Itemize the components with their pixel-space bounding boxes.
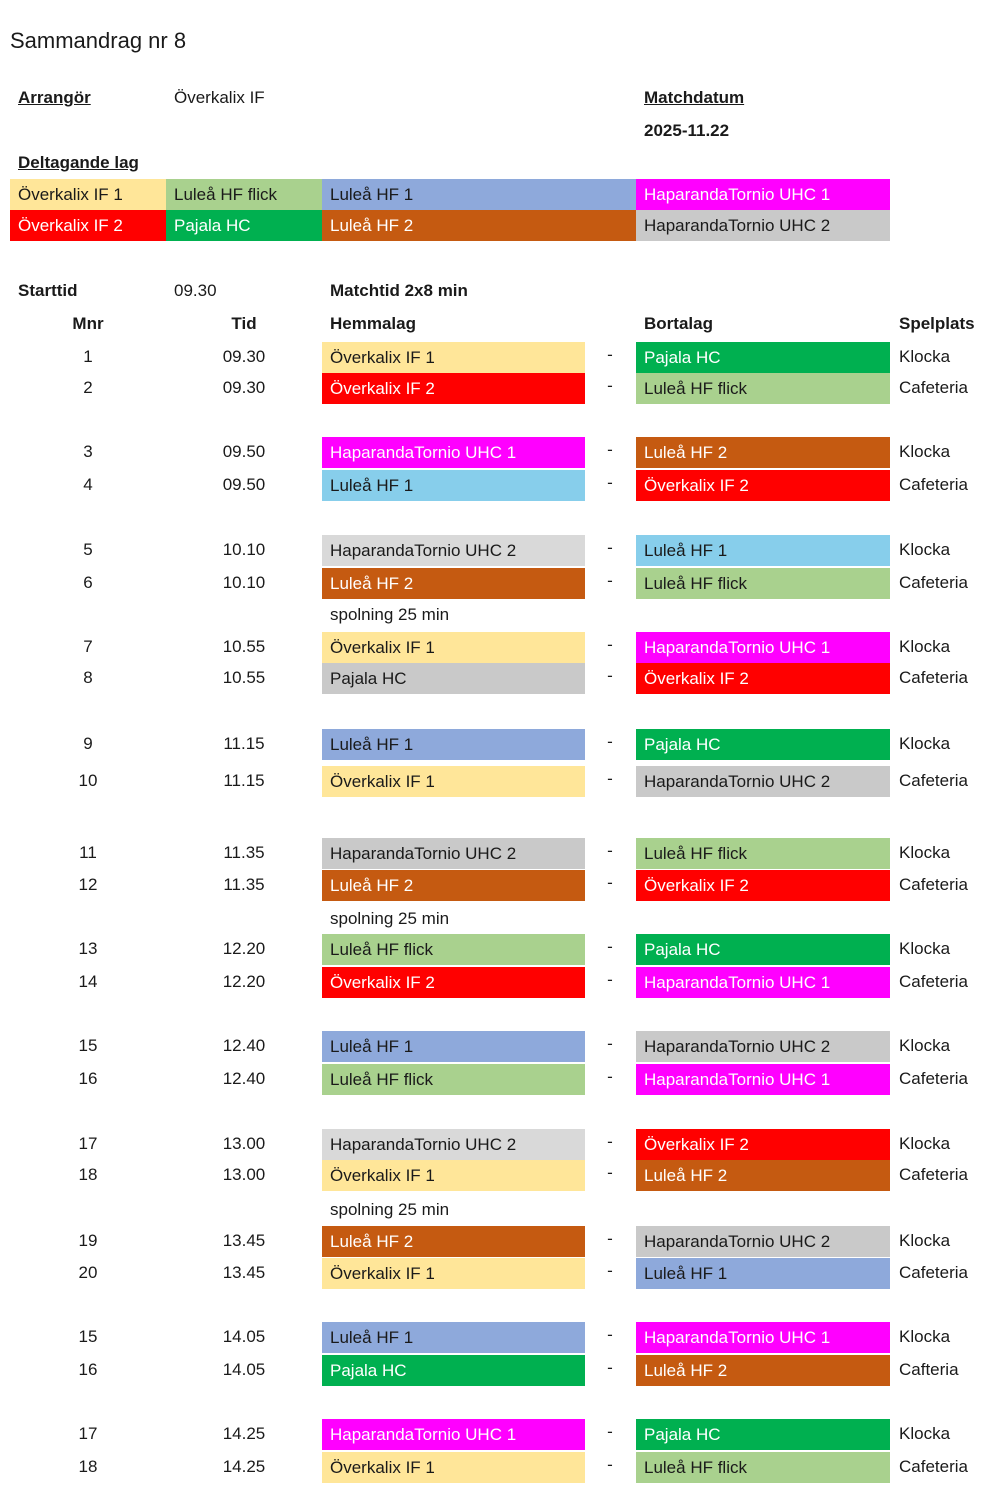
- home-team: Luleå HF flick: [322, 1064, 585, 1095]
- match-number: 14: [78, 972, 98, 991]
- col-header-hemmalag: Hemmalag: [330, 314, 416, 333]
- venue: Klocka: [899, 1134, 951, 1153]
- match-time: 13.00: [222, 1165, 266, 1184]
- match-number: 15: [78, 1036, 98, 1055]
- venue: Klocka: [899, 843, 951, 862]
- away-team: Luleå HF flick: [636, 373, 890, 404]
- match-number: 11: [79, 843, 97, 862]
- venue: Klocka: [899, 1327, 951, 1346]
- away-team: HaparandaTornio UHC 1: [636, 1322, 890, 1353]
- match-time: 14.05: [222, 1327, 266, 1346]
- match-time: 10.55: [222, 668, 266, 687]
- home-team: Luleå HF 1: [322, 470, 585, 501]
- venue: Cafeteria: [899, 771, 968, 790]
- away-team: Luleå HF flick: [636, 838, 890, 869]
- venue: Cafteria: [899, 1360, 959, 1379]
- venue: Klocka: [899, 1424, 951, 1443]
- match-number: 8: [83, 668, 93, 687]
- col-header-spelplats: Spelplats: [899, 314, 975, 333]
- versus-dash: -: [607, 1132, 613, 1151]
- team-cell: Överkalix IF 1: [10, 179, 166, 210]
- versus-dash: -: [607, 970, 613, 989]
- away-team: Överkalix IF 2: [636, 1129, 890, 1160]
- break-note: spolning 25 min: [330, 1200, 450, 1219]
- versus-dash: -: [607, 1455, 613, 1474]
- match-number: 16: [78, 1360, 98, 1379]
- arrangor-label: Arrangör: [18, 88, 91, 107]
- versus-dash: -: [607, 1163, 613, 1182]
- versus-dash: -: [607, 1229, 613, 1248]
- away-team: Luleå HF 2: [636, 437, 890, 468]
- page-title: Sammandrag nr 8: [10, 28, 187, 53]
- venue: Klocka: [899, 540, 951, 559]
- team-cell: Luleå HF flick: [166, 179, 322, 210]
- match-number: 2: [83, 378, 93, 397]
- versus-dash: -: [607, 937, 613, 956]
- match-number: 18: [78, 1165, 98, 1184]
- home-team: HaparandaTornio UHC 2: [322, 838, 585, 869]
- match-time: 10.10: [222, 540, 266, 559]
- venue: Cafeteria: [899, 1165, 968, 1184]
- versus-dash: -: [607, 571, 613, 590]
- venue: Cafeteria: [899, 378, 968, 397]
- venue: Klocka: [899, 1231, 951, 1250]
- starttid-label: Starttid: [18, 281, 78, 300]
- team-cell: Luleå HF 2: [322, 210, 636, 241]
- match-number: 20: [78, 1263, 98, 1282]
- home-team: Överkalix IF 1: [322, 342, 585, 373]
- home-team: Överkalix IF 2: [322, 373, 585, 404]
- venue: Klocka: [899, 347, 951, 366]
- venue: Klocka: [899, 734, 951, 753]
- home-team: HaparandaTornio UHC 1: [322, 437, 585, 468]
- versus-dash: -: [607, 873, 613, 892]
- col-header-tid: Tid: [231, 314, 257, 333]
- home-team: Överkalix IF 2: [322, 967, 585, 998]
- venue: Cafeteria: [899, 875, 968, 894]
- home-team: HaparandaTornio UHC 2: [322, 535, 585, 566]
- home-team: Överkalix IF 1: [322, 1258, 585, 1289]
- break-note: spolning 25 min: [330, 605, 450, 624]
- arrangor-value: Överkalix IF: [174, 88, 265, 107]
- match-time: 10.55: [222, 637, 266, 656]
- home-team: Överkalix IF 1: [322, 632, 585, 663]
- match-time: 13.45: [222, 1263, 266, 1282]
- versus-dash: -: [607, 440, 613, 459]
- match-number: 6: [83, 573, 93, 592]
- match-time: 13.45: [222, 1231, 266, 1250]
- away-team: HaparandaTornio UHC 1: [636, 967, 890, 998]
- match-time: 12.40: [222, 1036, 266, 1055]
- venue: Klocka: [899, 442, 951, 461]
- match-number: 19: [78, 1231, 98, 1250]
- versus-dash: -: [607, 1325, 613, 1344]
- versus-dash: -: [607, 1422, 613, 1441]
- home-team: Pajala HC: [322, 663, 585, 694]
- away-team: HaparandaTornio UHC 2: [636, 1031, 890, 1062]
- match-time: 14.25: [222, 1457, 266, 1476]
- match-number: 13: [78, 939, 98, 958]
- away-team: Överkalix IF 2: [636, 470, 890, 501]
- match-time: 12.20: [222, 972, 266, 991]
- home-team: Luleå HF 2: [322, 568, 585, 599]
- match-number: 16: [78, 1069, 98, 1088]
- home-team: Luleå HF 2: [322, 1226, 585, 1257]
- versus-dash: -: [607, 345, 613, 364]
- team-cell: HaparandaTornio UHC 2: [636, 210, 890, 241]
- home-team: Överkalix IF 1: [322, 1160, 585, 1191]
- team-cell: Överkalix IF 2: [10, 210, 166, 241]
- away-team: HaparandaTornio UHC 2: [636, 766, 890, 797]
- venue: Cafeteria: [899, 972, 968, 991]
- col-header-mnr: Mnr: [72, 314, 104, 333]
- home-team: Luleå HF 2: [322, 870, 585, 901]
- starttid-value: 09.30: [174, 281, 217, 300]
- away-team: HaparandaTornio UHC 1: [636, 632, 890, 663]
- venue: Cafeteria: [899, 1263, 968, 1282]
- match-time: 11.15: [223, 771, 265, 790]
- home-team: Luleå HF 1: [322, 1322, 585, 1353]
- deltagande-label: Deltagande lag: [18, 153, 139, 172]
- team-cell: Luleå HF 1: [322, 179, 636, 210]
- away-team: Luleå HF flick: [636, 568, 890, 599]
- home-team: Luleå HF 1: [322, 1031, 585, 1062]
- match-number: 3: [83, 442, 93, 461]
- away-team: Luleå HF flick: [636, 1452, 890, 1483]
- match-time: 11.35: [223, 875, 265, 894]
- match-number: 5: [83, 540, 93, 559]
- match-time: 12.40: [222, 1069, 266, 1088]
- away-team: Luleå HF 2: [636, 1355, 890, 1386]
- match-time: 10.10: [222, 573, 266, 592]
- versus-dash: -: [607, 666, 613, 685]
- match-number: 15: [78, 1327, 98, 1346]
- match-time: 09.50: [222, 475, 266, 494]
- match-number: 4: [83, 475, 93, 494]
- home-team: Överkalix IF 1: [322, 766, 585, 797]
- home-team: Luleå HF flick: [322, 934, 585, 965]
- away-team: Luleå HF 1: [636, 535, 890, 566]
- match-number: 17: [78, 1424, 98, 1443]
- venue: Cafeteria: [899, 668, 968, 687]
- versus-dash: -: [607, 376, 613, 395]
- match-time: 13.00: [222, 1134, 266, 1153]
- matchtid-label: Matchtid 2x8 min: [330, 281, 468, 300]
- venue: Klocka: [899, 1036, 951, 1055]
- venue: Cafeteria: [899, 1069, 968, 1088]
- match-time: 14.25: [222, 1424, 266, 1443]
- versus-dash: -: [607, 1358, 613, 1377]
- home-team: Överkalix IF 1: [322, 1452, 585, 1483]
- match-time: 11.35: [223, 843, 265, 862]
- matchdatum-label: Matchdatum: [644, 88, 745, 107]
- match-time: 09.30: [222, 347, 266, 366]
- match-number: 12: [78, 875, 98, 894]
- match-number: 17: [78, 1134, 98, 1153]
- venue: Klocka: [899, 637, 951, 656]
- versus-dash: -: [607, 1067, 613, 1086]
- versus-dash: -: [607, 769, 613, 788]
- versus-dash: -: [607, 473, 613, 492]
- team-cell: HaparandaTornio UHC 1: [636, 179, 890, 210]
- match-time: 12.20: [222, 939, 266, 958]
- match-number: 1: [83, 347, 93, 366]
- away-team: Luleå HF 2: [636, 1160, 890, 1191]
- col-header-bortalag: Bortalag: [644, 314, 713, 333]
- home-team: HaparandaTornio UHC 2: [322, 1129, 585, 1160]
- match-time: 11.15: [223, 734, 265, 753]
- matchdatum-value: 2025-11.22: [644, 121, 730, 140]
- away-team: Luleå HF 1: [636, 1258, 890, 1289]
- versus-dash: -: [607, 635, 613, 654]
- match-time: 09.50: [222, 442, 266, 461]
- away-team: Pajala HC: [636, 934, 890, 965]
- away-team: Pajala HC: [636, 342, 890, 373]
- versus-dash: -: [607, 1261, 613, 1280]
- break-note: spolning 25 min: [330, 909, 450, 928]
- match-time: 14.05: [222, 1360, 266, 1379]
- match-number: 18: [78, 1457, 98, 1476]
- versus-dash: -: [607, 732, 613, 751]
- versus-dash: -: [607, 841, 613, 860]
- venue: Cafeteria: [899, 573, 968, 592]
- away-team: Överkalix IF 2: [636, 663, 890, 694]
- match-number: 9: [83, 734, 93, 753]
- away-team: Pajala HC: [636, 1419, 890, 1450]
- match-number: 10: [78, 771, 98, 790]
- away-team: HaparandaTornio UHC 1: [636, 1064, 890, 1095]
- match-time: 09.30: [222, 378, 266, 397]
- home-team: HaparandaTornio UHC 1: [322, 1419, 585, 1450]
- team-cell: Pajala HC: [166, 210, 322, 241]
- versus-dash: -: [607, 1034, 613, 1053]
- match-number: 7: [83, 637, 93, 656]
- home-team: Pajala HC: [322, 1355, 585, 1386]
- away-team: Pajala HC: [636, 729, 890, 760]
- venue: Klocka: [899, 939, 951, 958]
- venue: Cafeteria: [899, 1457, 968, 1476]
- away-team: Överkalix IF 2: [636, 870, 890, 901]
- venue: Cafeteria: [899, 475, 968, 494]
- versus-dash: -: [607, 538, 613, 557]
- away-team: HaparandaTornio UHC 2: [636, 1226, 890, 1257]
- home-team: Luleå HF 1: [322, 729, 585, 760]
